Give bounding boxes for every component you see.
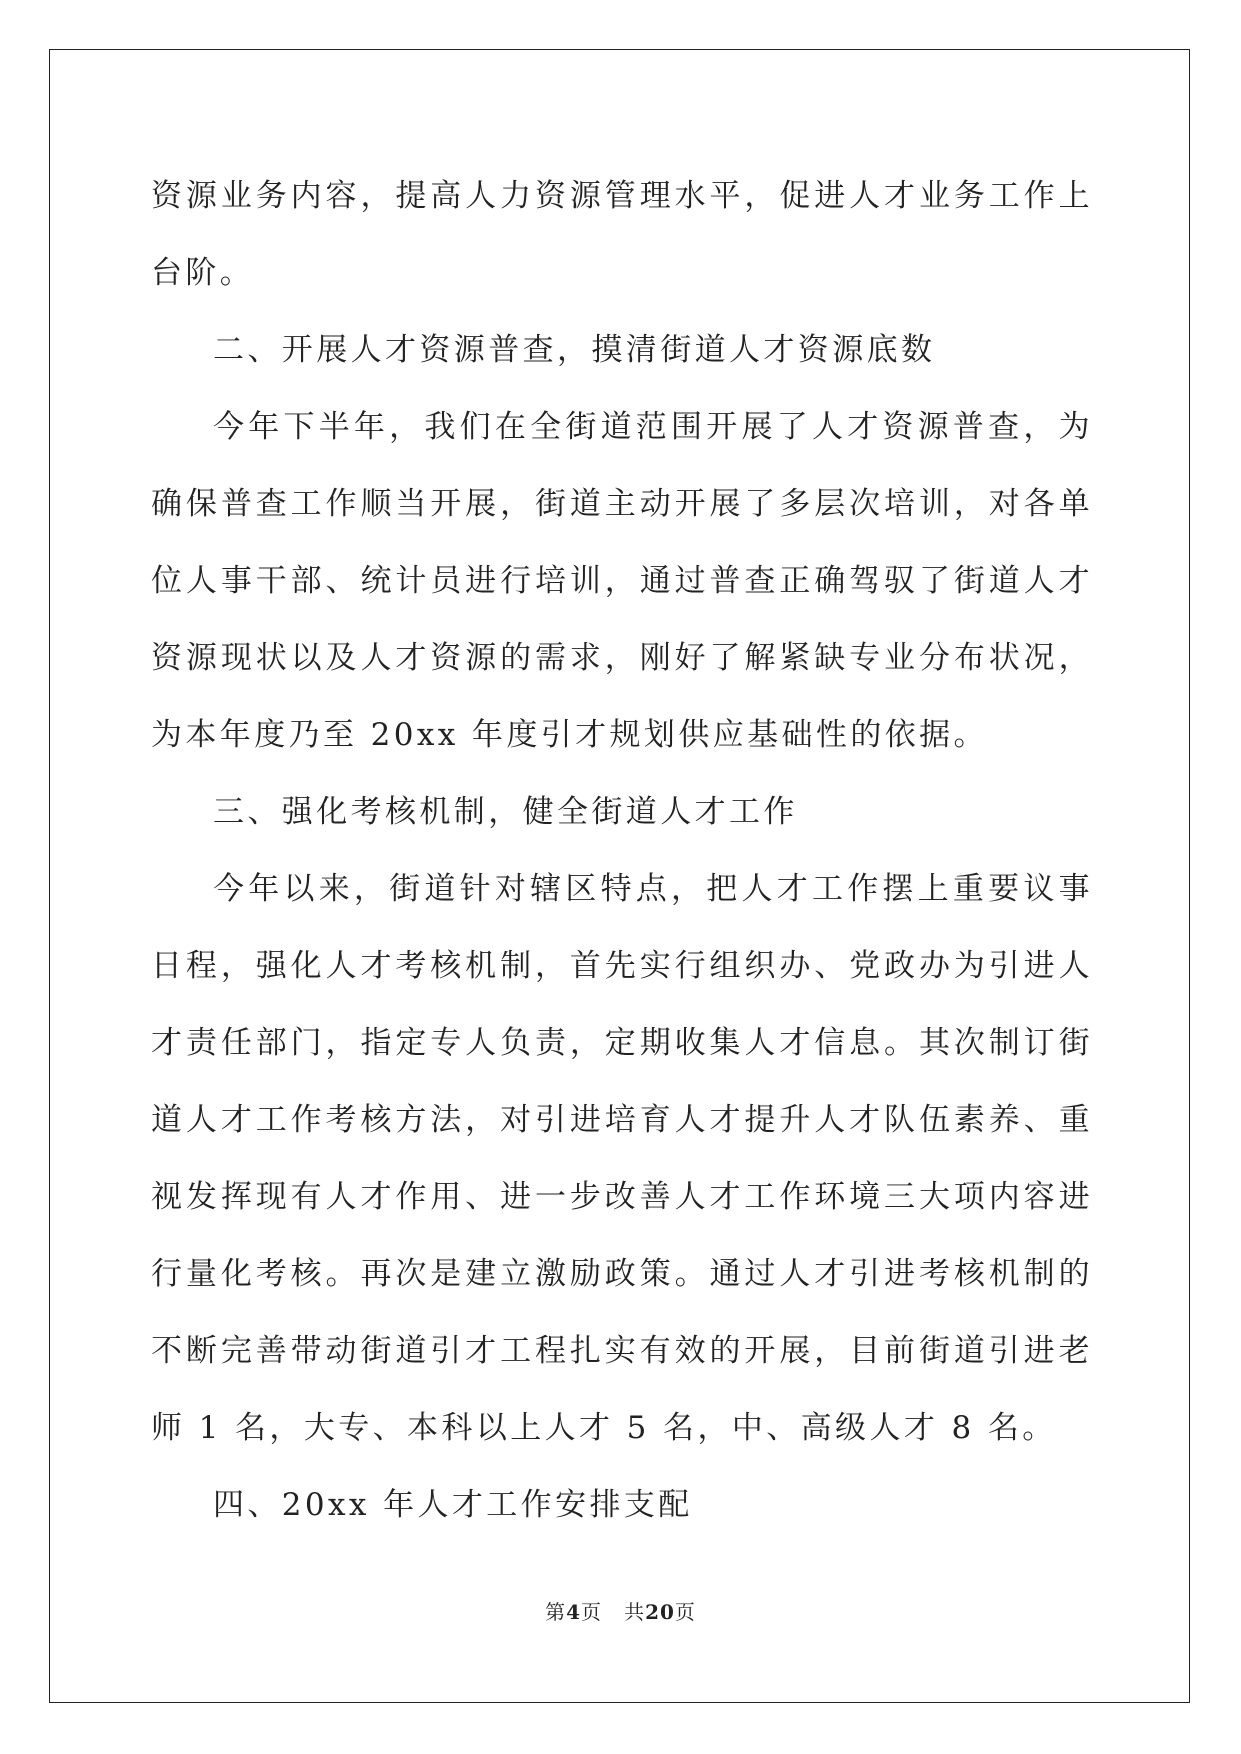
section-heading-3: 三、强化考核机制，健全街道人才工作: [213, 794, 798, 830]
paragraph-continuation: 资源业务内容，提高人力资源管理水平，促进人才业务工作上台阶。: [151, 178, 1093, 291]
section-heading-2: 二、开展人才资源普查，摸清街道人才资源底数: [213, 332, 936, 368]
total-suffix: 页: [674, 1600, 696, 1624]
section-heading-4: 四、20xx 年人才工作安排支配: [213, 1487, 693, 1523]
page-prefix: 第: [545, 1600, 567, 1624]
paragraph-census: 今年下半年，我们在全街道范围开展了人才资源普查，为确保普查工作顺当开展，街道主动开展了多层次培训，对各单位人事干部、统计员进行培训，通过普查正确驾驭了街道人才资源现状以及人才资源的需求，刚好了解紧缺专业分布状况，为本年度乃至 20xx 年度引才规划供应基础性的依据。: [151, 409, 1093, 753]
paragraph-assessment: 今年以来，街道针对辖区特点，把人才工作摆上重要议事日程，强化人才考核机制，首先实行组织办、党政办为引进人才责任部门，指定专人负责，定期收集人才信息。其次制订街道人才工作考核方法，对引进培育人才提升人才队伍素养、重视发挥现有人才作用、进一步改善人才工作环境三大项内容进行量化考核。再次是建立激励政策。通过人才引进考核机制的不断完善带动街道引才工程扎实有效的开展，目前街道引进老师 1 名，大专、本科以上人才 5 名，中、高级人才 8 名。: [151, 871, 1093, 1446]
page-footer: [0, 1596, 1241, 1625]
page-number: 4: [566, 1600, 581, 1624]
total-pages: 20: [645, 1600, 675, 1624]
page-suffix: 页: [581, 1600, 602, 1624]
total-prefix: 共: [624, 1600, 646, 1624]
document-body: [151, 158, 1093, 1544]
